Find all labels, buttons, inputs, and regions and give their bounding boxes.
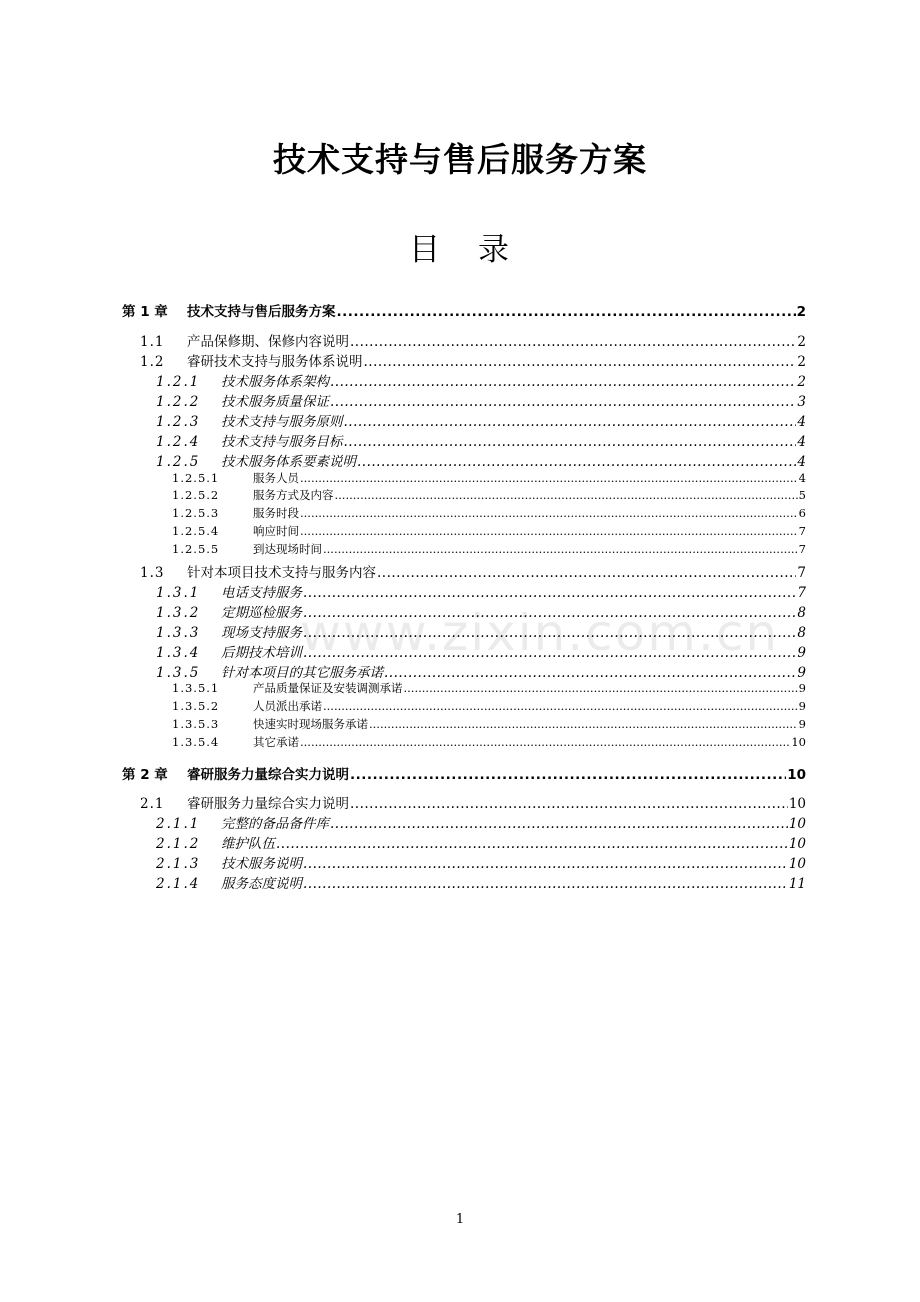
toc-entry-title: 服务态度说明 [221,876,302,892]
toc-entry[interactable] [172,523,806,539]
toc-entry-page: 7 [797,585,806,601]
toc-entry[interactable] [140,350,806,370]
toc-entry[interactable] [156,410,806,430]
toc-entry-title: 服务人员 [253,471,299,485]
toc-entry-page: 8 [797,605,806,621]
toc-entry-page: 6 [798,506,806,520]
toc-entry-page: 9 [798,717,806,731]
toc-entry-title: 定期巡检服务 [221,605,302,621]
toc-leader-dots [300,471,798,485]
toc-entry[interactable] [140,792,806,812]
toc-entry[interactable] [156,641,806,661]
toc-entry-number: 1.2.5.3 [172,506,220,520]
toc-entry-title: 服务方式及内容 [253,488,334,502]
toc-entry-page: 4 [797,414,806,430]
toc-entry[interactable] [156,621,806,641]
toc-entry-number: 1.2.5.1 [172,471,220,485]
toc-entry-number: 1.1 [140,334,165,350]
toc-entry-title: 电话支持服务 [221,585,302,601]
toc-entry-page: 7 [798,524,806,538]
toc-entry[interactable] [122,763,806,783]
toc-entry-page: 2 [797,334,806,350]
toc-entry-number: 1.3.4 [156,645,201,661]
toc-entry-title: 技术支持与售后服务方案 [187,304,336,320]
toc-leader-dots [369,717,798,731]
toc-entry-page: 4 [797,454,806,470]
toc-entry[interactable] [172,487,806,503]
toc-entry[interactable] [172,734,806,750]
toc-entry-page: 10 [788,816,806,832]
toc-entry-number: 2.1.3 [156,856,201,872]
toc-entry[interactable] [156,852,806,872]
toc-entry-number: 1.2.2 [156,394,201,410]
toc-entry-title: 针对本项目技术支持与服务内容 [187,565,376,581]
toc-entry[interactable] [156,601,806,621]
toc-leader-dots [300,735,790,749]
toc-entry-page: 7 [798,542,806,556]
toc-entry-title: 睿研技术支持与服务体系说明 [187,354,363,370]
toc-entry[interactable] [122,300,806,320]
toc-entry[interactable] [156,450,806,470]
toc-leader-dots [323,699,798,713]
toc-leader-dots [330,374,796,390]
toc-entry-number: 第 2 章 [122,767,168,783]
toc-entry-page: 4 [798,471,806,485]
toc-leader-dots [335,488,798,502]
toc-entry-title: 睿研服务力量综合实力说明 [187,796,349,812]
toc-entry-title: 其它承诺 [253,735,299,749]
toc-entry-title: 现场支持服务 [221,625,302,641]
toc-leader-dots [377,565,796,581]
toc-entry-number: 1.3.5 [156,665,201,681]
toc-entry-page: 10 [787,767,806,783]
toc-leader-dots [404,681,798,695]
toc-entry-title: 产品质量保证及安装调测承诺 [253,681,403,695]
toc-entry[interactable] [172,505,806,521]
toc-leader-dots [344,434,797,450]
toc-entry[interactable] [156,832,806,852]
toc-entry-title: 服务时段 [253,506,299,520]
toc-entry-page: 10 [788,836,806,852]
toc-leader-dots [303,645,796,661]
toc-entry-number: 1.3.5.1 [172,681,220,695]
toc-entry-number: 1.2.4 [156,434,201,450]
toc-leader-dots [330,816,788,832]
toc-entry-page: 10 [788,796,806,812]
toc-entry-title: 响应时间 [253,524,299,538]
document-title: 技术支持与售后服务方案 [273,140,647,179]
toc-entry[interactable] [156,370,806,390]
toc-entry[interactable] [172,470,806,486]
toc-entry-title: 到达现场时间 [253,542,322,556]
toc-leader-dots [350,334,796,350]
toc-entry-number: 1.3.3 [156,625,201,641]
toc-entry-title: 技术支持与服务原则 [221,414,343,430]
toc-heading-right: 录 [478,232,511,268]
toc-entry-page: 3 [797,394,806,410]
toc-entry-title: 产品保修期、保修内容说明 [187,334,349,350]
toc-entry[interactable] [172,716,806,732]
toc-entry[interactable] [156,872,806,892]
toc-entry-number: 1.2 [140,354,165,370]
toc-entry-page: 9 [797,645,806,661]
toc-entry-title: 完整的备品备件库 [221,816,329,832]
toc-entry-number: 1.3 [140,565,165,581]
toc-entry[interactable] [156,581,806,601]
toc-entry[interactable] [156,390,806,410]
toc-entry[interactable] [140,330,806,350]
toc-leader-dots [364,354,797,370]
toc-entry-number: 1.2.5.2 [172,488,220,502]
toc-entry-number: 1.2.1 [156,374,201,390]
toc-leader-dots [303,585,796,601]
toc-entry-page: 11 [788,876,806,892]
toc-entry-page: 2 [797,374,806,390]
toc-entry[interactable] [156,430,806,450]
toc-entry-page: 7 [797,565,806,581]
toc-entry-number: 1.2.5.5 [172,542,220,556]
toc-entry-page: 2 [797,354,806,370]
toc-leader-dots [350,796,788,812]
toc-entry-page: 8 [797,625,806,641]
toc-entry[interactable] [172,698,806,714]
toc-entry-number: 1.3.5.3 [172,717,220,731]
toc-entry-title: 技术服务体系要素说明 [221,454,356,470]
toc-leader-dots [323,542,798,556]
toc-leader-dots [300,506,798,520]
toc-entry-number: 2.1.4 [156,876,201,892]
toc-entry-number: 2.1 [140,796,165,812]
toc-entry[interactable] [172,541,806,557]
toc-entry-page: 10 [788,856,806,872]
toc-entry[interactable] [156,661,806,681]
toc-leader-dots [303,605,796,621]
toc-entry-number: 1.2.5 [156,454,201,470]
toc-entry[interactable] [140,561,806,581]
toc-leader-dots [300,524,798,538]
toc-entry-number: 第 1 章 [122,304,168,320]
watermark: www.zixin.com.cn [300,604,780,662]
toc-entry-number: 2.1.2 [156,836,201,852]
toc-leader-dots [303,625,796,641]
toc-entry-page: 4 [797,434,806,450]
toc-entry-title: 维护队伍 [221,836,275,852]
toc-leader-dots [337,304,796,320]
toc-entry-number: 1.2.3 [156,414,201,430]
toc-entry-title: 快速实时现场服务承诺 [253,717,368,731]
toc-entry-number: 1.2.5.4 [172,524,220,538]
toc-entry-number: 1.3.1 [156,585,201,601]
toc-entry-page: 9 [798,699,806,713]
toc-entry-page: 2 [796,304,806,320]
toc-leader-dots [350,767,786,783]
toc-entry-title: 后期技术培训 [221,645,302,661]
toc-leader-dots [276,836,788,852]
toc-entry-title: 针对本项目的其它服务承诺 [221,665,383,681]
toc-entry-number: 1.3.5.2 [172,699,220,713]
toc-entry-number: 1.3.5.4 [172,735,220,749]
toc-entry[interactable] [172,680,806,696]
toc-leader-dots [303,876,788,892]
toc-leader-dots [330,394,796,410]
toc-entry-number: 1.3.2 [156,605,201,621]
toc-entry-page: 10 [791,735,806,749]
toc-entry-title: 睿研服务力量综合实力说明 [187,767,349,783]
toc-leader-dots [344,414,797,430]
toc-entry-page: 9 [797,665,806,681]
toc-entry[interactable] [156,812,806,832]
toc-entry-number: 2.1.1 [156,816,201,832]
toc-entry-page: 9 [798,681,806,695]
toc-heading-left: 目 [409,232,442,268]
toc-entry-page: 5 [798,488,806,502]
toc-entry-title: 技术支持与服务目标 [221,434,343,450]
toc-leader-dots [357,454,796,470]
toc-entry-title: 技术服务体系架构 [221,374,329,390]
toc-entry-title: 技术服务质量保证 [221,394,329,410]
toc-leader-dots [303,856,788,872]
toc-entry-title: 人员派出承诺 [253,699,322,713]
toc-leader-dots [384,665,796,681]
toc-entry-title: 技术服务说明 [221,856,302,872]
page-number: 1 [455,1212,465,1227]
